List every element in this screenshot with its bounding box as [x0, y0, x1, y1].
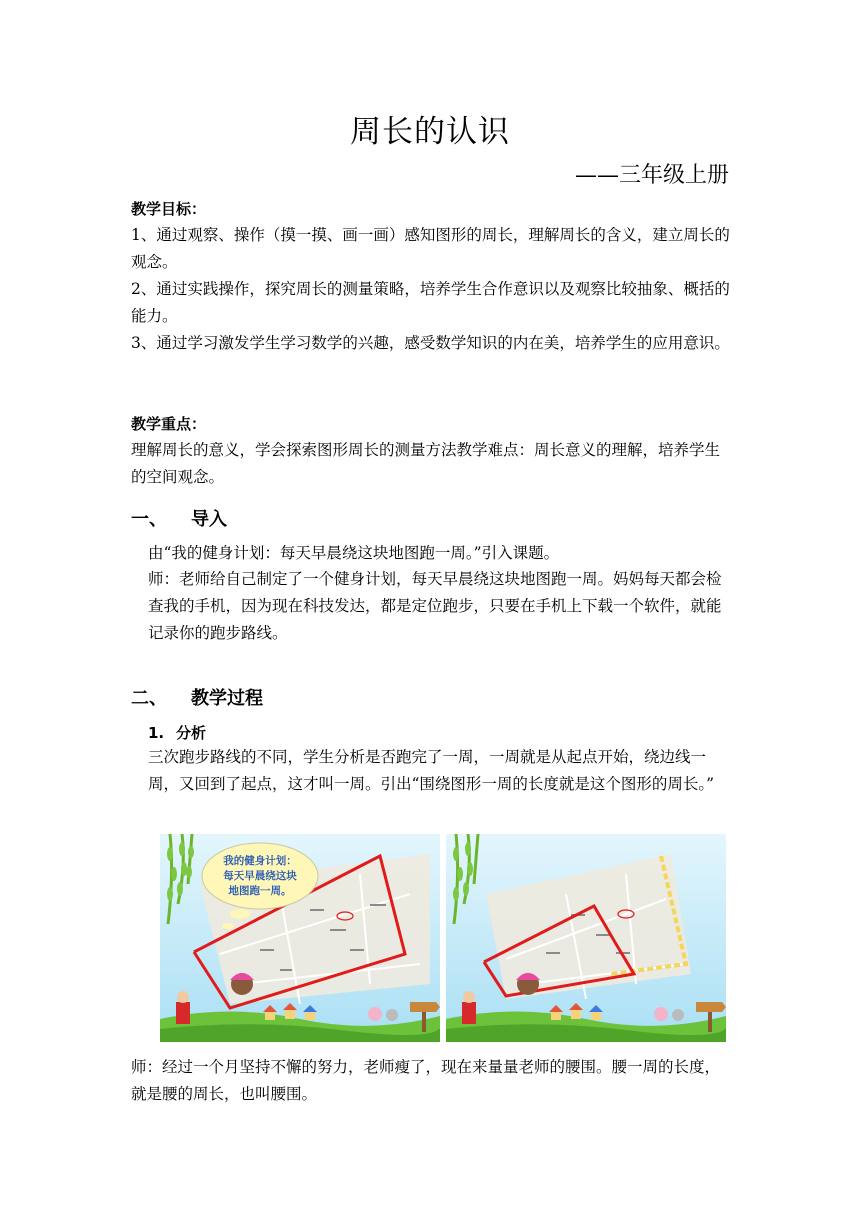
subsection-1-title: 分析 — [176, 724, 207, 742]
bubble-line-1: 我的健身计划： — [223, 855, 297, 867]
page-title: 周长的认识 — [350, 114, 510, 150]
bubble-line-3: 地图跑一周。 — [228, 885, 292, 897]
route-illustration-2 — [446, 834, 726, 1042]
key-points-text: 理解周长的意义，学会探索图形周长的测量方法教学难点：周长意义的理解，培养学生的空间观念。 — [131, 441, 721, 486]
route-illustration-1 — [160, 834, 440, 1042]
objective-item-2: 2、通过实践操作，探究周长的测量策略，培养学生合作意识以及观察比较抽象、概括的能力。 — [131, 280, 730, 325]
section-2-heading — [131, 684, 263, 710]
objectives-heading: 教学目标： — [131, 200, 207, 218]
objective-item-1: 1、通过观察、操作（摸一摸、画一画）感知图形的周长，理解周长的含义，建立周长的观念。 — [131, 226, 730, 271]
page-subtitle: ——三年级上册 — [574, 163, 729, 188]
subsection-1-number: 1. — [148, 724, 165, 742]
section-1-heading — [131, 505, 227, 531]
section-1-paragraph-2: 师：老师给自己制定了一个健身计划，每天早晨绕这块地图跑一周。妈妈每天都会检查我的手机，因为现在科技发达，都是定位跑步，只要在手机上下载一个软件，就能记录你的跑步路线。 — [148, 570, 722, 642]
objective-item-3: 3、通过学习激发学生学习数学的兴趣，感受数学知识的内在美，培养学生的应用意识。 — [131, 334, 730, 352]
section-2-number: 二、 — [131, 688, 167, 709]
section-1-paragraph-1: 由“我的健身计划：每天早晨绕这块地图跑一周。”引入课题。 — [148, 544, 560, 562]
section-2-title: 教学过程 — [191, 688, 263, 709]
key-points-heading: 教学重点： — [131, 415, 207, 433]
section-2-paragraph-2: 师：经过一个月坚持不懈的努力，老师瘦了，现在来量量老师的腰围。腰一周的长度，就是腰的周长，也叫腰围。 — [131, 1058, 721, 1103]
section-1-title: 导入 — [191, 509, 227, 530]
bubble-line-2: 每天早晨绕这块 — [223, 870, 297, 882]
section-2-paragraph-1: 三次跑步路线的不同，学生分析是否跑完了一周，一周就是从起点开始，绕边线一周，又回到了起点，这才叫一周。引出“围绕图形一周的长度就是这个图形的周长。” — [148, 748, 715, 793]
subsection-1-heading — [148, 722, 206, 743]
section-1-number: 一、 — [131, 509, 167, 530]
